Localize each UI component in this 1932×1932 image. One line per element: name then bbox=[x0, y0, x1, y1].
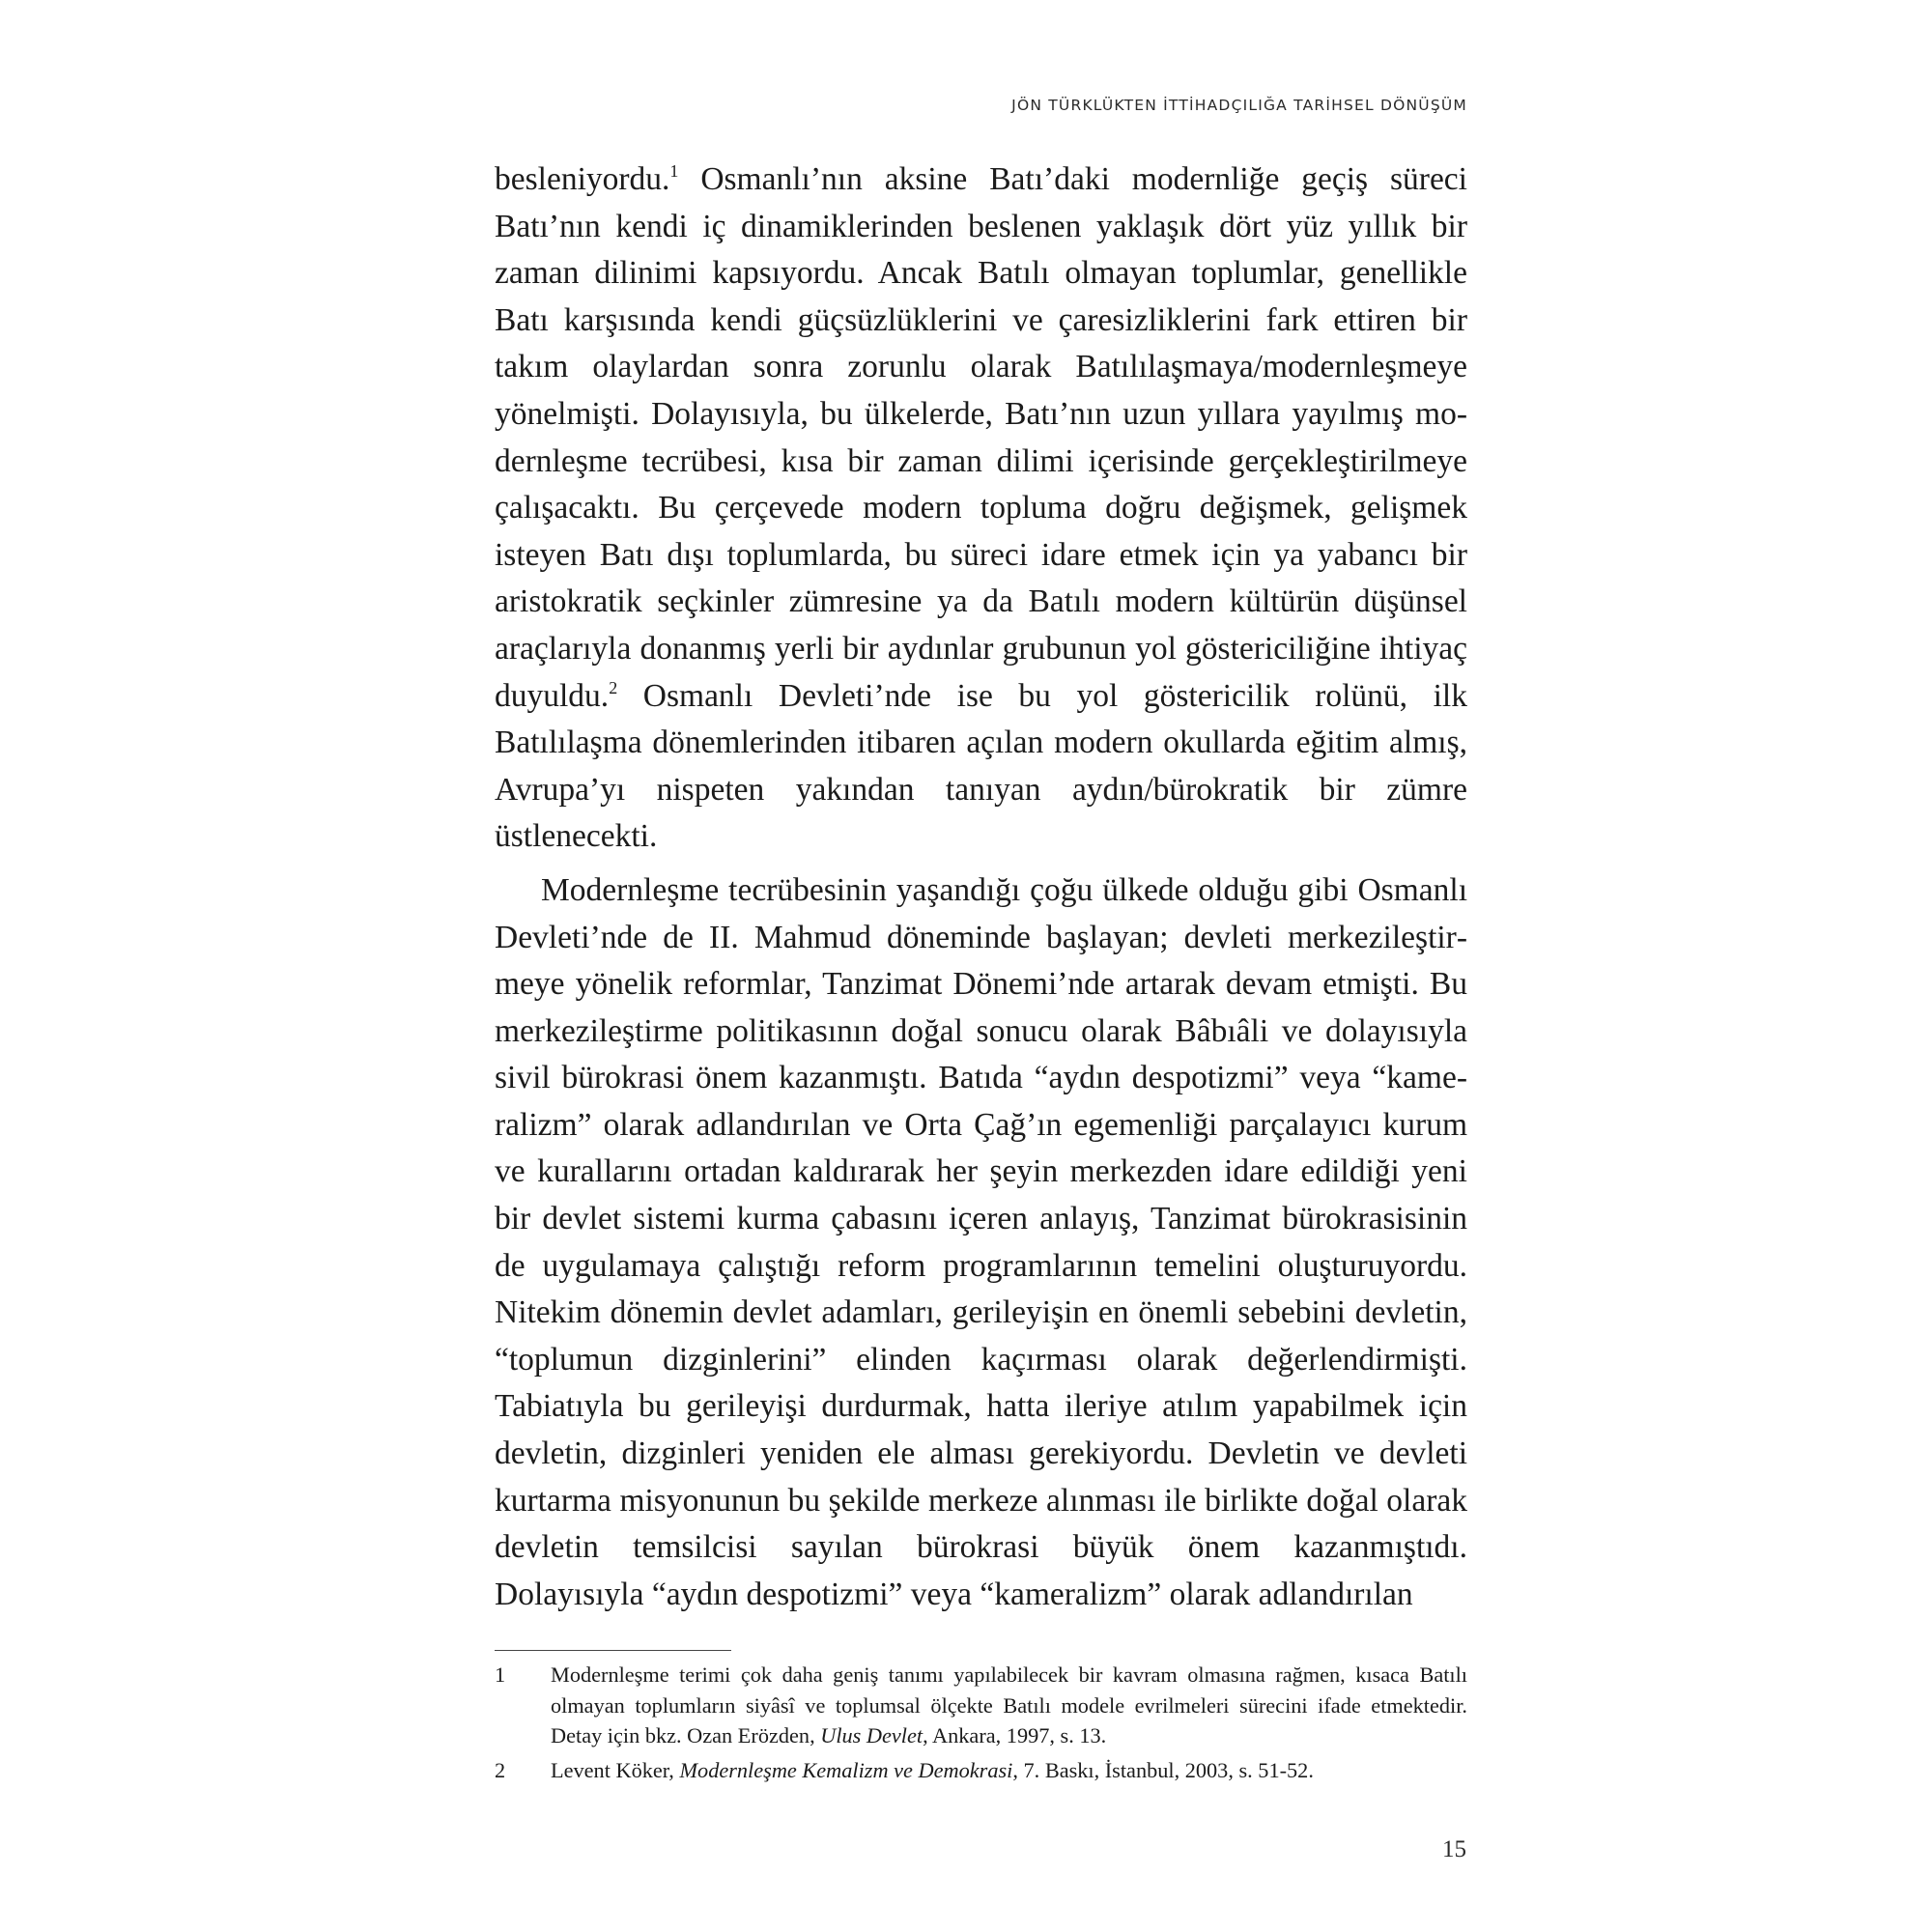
footnote-ref-1: 1 bbox=[669, 161, 679, 181]
footnote-ref-2: 2 bbox=[609, 677, 618, 697]
paragraph-2: Modernleşme tecrübesinin yaşandığı çoğu ülkede olduğu gibi Osmanlı Devleti’nde de II. Mahmud döneminde başlayan; devleti merkezileştirmeye yönelik reformlar, Tanzimat Dönemi’nde artarak devam etmişti. Bu merkezileştirme politikasının doğal sonucu olarak Bâbıâli ve dolayısıyla sivil bürokrasi önem kazanmıştı. Batıda “aydın despotizmi” veya “kameralizm” olarak adlandırılan ve Orta Çağ’ın egemenliği parçalayıcı kurum ve kurallarını ortadan kaldırarak her şeyin merkezden idare edildiği yeni bir devlet sistemi kurma çabasını içeren anlayış, Tanzimat bürokrasisinin de uygulamaya çalıştığı reform programlarının temelini oluşturuyordu. Nitekim dönemin devlet adamları, gerileyişin en önemli sebebini devletin, “toplumun dizginlerini” elinden kaçırması olarak değerlendirmişti. Tabiatıyla bu gerileyişi durdurmak, hatta ileriye atılım yapabilmek için devletin, dizginleri yeniden ele alması gerekiyordu. Devletin ve devleti kurtarma misyonunun bu şekilde merkeze alınması ile birlikte doğal olarak devletin temsilcisi sayılan bürokrasi büyük önem kazanmıştıdı. Dolayısıyla “aydın despotizmi” veya “kameralizm” olarak adlandırılan bbox=[495, 871, 1467, 1612]
footnote-book-title: Modernleşme Kemalizm ve Demokrasi bbox=[679, 1757, 1013, 1782]
paragraph-1-start: besleniyordu. bbox=[495, 161, 670, 197]
page-number: 15 bbox=[1442, 1836, 1466, 1862]
footnote-text bbox=[551, 1755, 1467, 1786]
running-header: JÖN TÜRKLÜKTEN İTTİHADÇILIĞA TARİHSEL DÖNÜŞÜM bbox=[1011, 97, 1467, 114]
main-text bbox=[495, 156, 1467, 1618]
footnote-text-start: Levent Köker, bbox=[551, 1757, 680, 1782]
paragraph-1-middle: Osmanlı’nın aksine Batı’daki modernliğe geçiş süreci Batı’nın kendi iç dinamiklerinden beslenen yaklaşık dört yüz yıllık bir zaman dilinimi kapsıyordu. Ancak Batılı olmayan toplumlar, genellikle Batı karşısında kendi güçsüzlüklerini ve çaresizliklerini fark ettiren bir takım olaylardan sonra zorunlu olarak Batılılaşmaya/modernleşmeye yönelmişti. Dolayısıyla, bu ülkelerde, Batı’nın uzun yıllara yayılmış modernleşme tecrübesi, kısa bir zaman dilimi içerisinde gerçekleştirilmeye çalışacaktı. Bu çerçevede modern topluma doğru değişmek, gelişmek isteyen Batı dışı toplumlarda, bu süreci idare etmek için ya yabancı bir aristokratik seçkinler zümresine ya da Batılı modern kültürün düşünsel araçlarıyla donanmış yerli bir aydınlar grubunun yol göstericiliğine ihtiyaç duyuldu. bbox=[495, 161, 1467, 714]
footnotes bbox=[495, 1660, 1467, 1789]
footnote-text bbox=[551, 1660, 1467, 1751]
footnote-book-title: Ulus Devlet bbox=[820, 1723, 923, 1747]
footnote-text-end: , Ankara, 1997, s. 13. bbox=[923, 1723, 1107, 1747]
footnote-2 bbox=[495, 1755, 1467, 1786]
footnote-text-end: , 7. Baskı, İstanbul, 2003, s. 51-52. bbox=[1012, 1757, 1314, 1782]
footnote-1 bbox=[495, 1660, 1467, 1751]
footnote-number: 2 bbox=[495, 1757, 506, 1782]
footnote-text-start: Modernleşme terimi çok daha geniş tanımı yapılabilecek bir kavram olmasına rağmen, kısaca Batılı olmayan toplumların siyâsî ve toplumsal ölçekte Batılı modele evrilmeleri sürecini ifade etmektedir. Detay için bkz. Ozan Erözden, bbox=[551, 1662, 1467, 1747]
footnote-number: 1 bbox=[495, 1662, 506, 1687]
paragraph-1-end: Osmanlı Devleti’nde ise bu yol göstericilik rolünü, ilk Batılılaşma dönemlerinden itibaren açılan modern okullarda eğitim almış, Avrupa’yı nispeten yakından tanıyan aydın/bürokratik bir zümre üstlenecekti. bbox=[495, 677, 1467, 855]
paragraph-1 bbox=[495, 156, 1467, 861]
footnote-separator bbox=[495, 1650, 731, 1651]
